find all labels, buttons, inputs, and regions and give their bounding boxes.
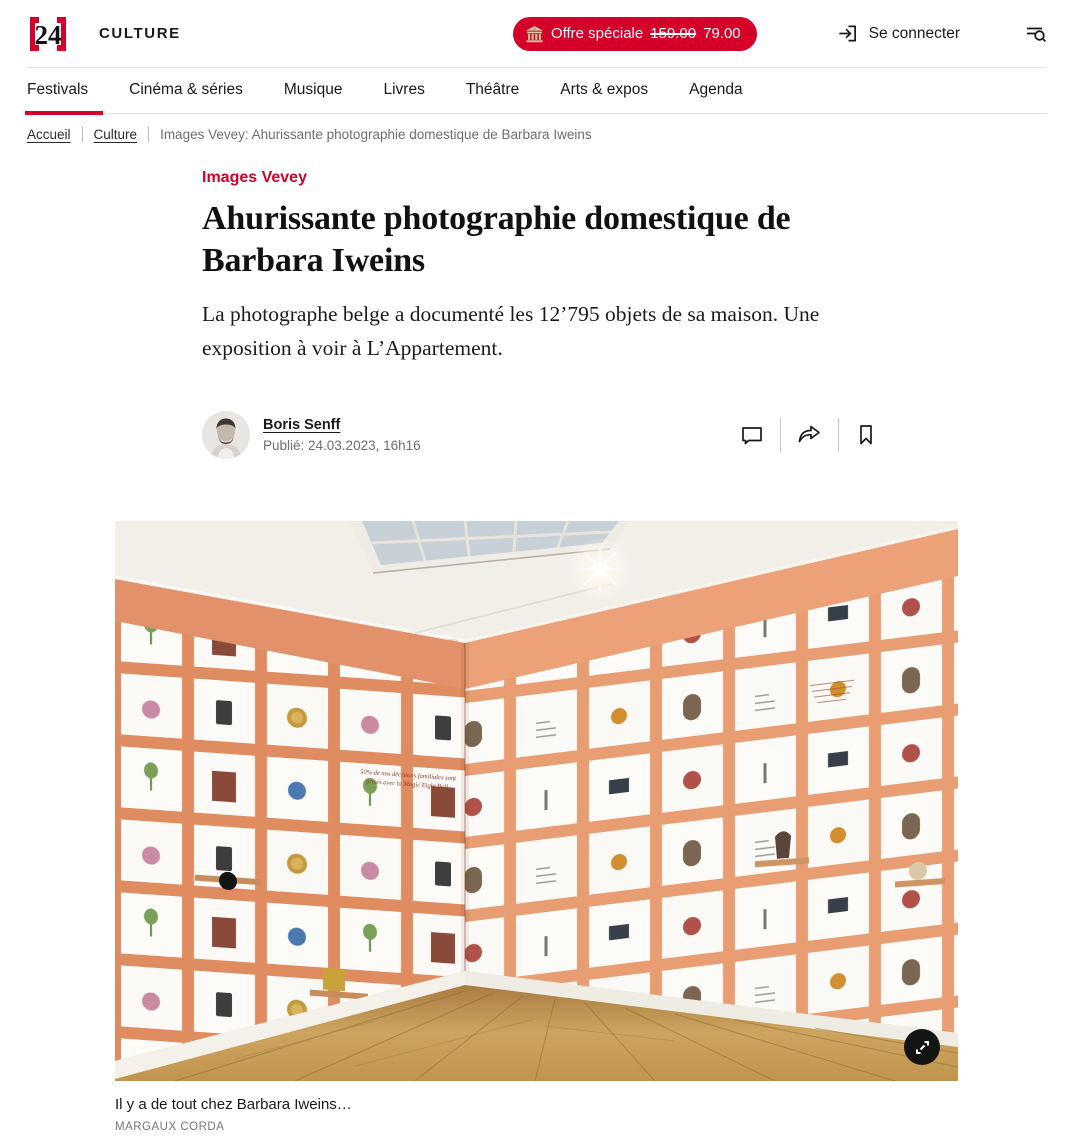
published-date: Publié: 24.03.2023, 16h16 (263, 438, 421, 453)
brand-24-icon (27, 14, 69, 54)
article-title: Ahurissante photographie domestique de Barbara Iweins (202, 200, 791, 279)
login-label: Se connecter (868, 24, 960, 42)
svg-text:24: 24 (34, 19, 62, 50)
article-category-link[interactable]: Images Vevey (202, 169, 307, 186)
article-hero-image[interactable] (115, 521, 958, 1081)
article-actions (739, 418, 878, 452)
gallery-room-illustration (115, 521, 958, 1081)
nav-item-arts-expos[interactable]: Arts & expos (560, 81, 649, 98)
author-portrait (202, 411, 250, 459)
login-button[interactable] (837, 23, 960, 44)
image-caption: Il y a de tout chez Barbara Iweins… (115, 1096, 352, 1113)
exhibit-wall-text: 50% de nos décisions familiales sont prises avec la Magic Eight Ball. (360, 768, 456, 792)
menu-search-icon (1024, 22, 1047, 45)
breadcrumb-current-page: Images Vevey: Ahurissante photographie domestique de Barbara Iweins (160, 127, 592, 142)
expand-icon (913, 1038, 932, 1057)
breadcrumb-accueil[interactable]: Accueil (27, 127, 71, 142)
breadcrumb (27, 127, 1047, 142)
brand-logo[interactable] (27, 14, 69, 54)
author-name-link[interactable]: Boris Senff (263, 417, 341, 433)
top-bar (0, 0, 1077, 67)
offer-old-price: 159.00 (650, 25, 697, 42)
article-lead: La photographe belge a documenté les 12’795 objets de sa maison. Une exposition à voir à L’Appartement. (202, 302, 820, 360)
breadcrumb-culture[interactable]: Culture (93, 127, 138, 142)
hero-figure (115, 521, 958, 1133)
offer-label: Offre spéciale (550, 25, 644, 42)
museum-icon (525, 25, 544, 43)
nav-item-theatre[interactable]: Théâtre (465, 81, 520, 98)
byline-row (202, 411, 878, 459)
nav-item-musique[interactable]: Musique (283, 81, 343, 98)
nav-item-festivals[interactable]: Festivals (27, 81, 89, 98)
section-title[interactable]: CULTURE (99, 25, 181, 42)
actions-divider (780, 418, 781, 452)
login-icon (837, 23, 858, 44)
breadcrumb-divider (148, 127, 149, 142)
article (0, 142, 1077, 1133)
culture-subnav (27, 67, 1047, 114)
share-button[interactable] (796, 422, 823, 448)
author-avatar[interactable] (202, 411, 250, 459)
menu-search-button[interactable] (1024, 22, 1047, 45)
breadcrumb-divider (82, 127, 83, 142)
image-credit: MARGAUX CORDA (115, 1121, 225, 1133)
nav-item-livres[interactable]: Livres (383, 81, 425, 98)
share-icon (796, 422, 823, 448)
bookmark-icon (854, 422, 878, 448)
comments-button[interactable] (739, 422, 765, 448)
bookmark-button[interactable] (854, 422, 878, 448)
actions-divider (838, 418, 839, 452)
nav-item-cinema-series[interactable]: Cinéma & séries (129, 81, 243, 98)
expand-image-button[interactable] (904, 1029, 940, 1065)
offer-new-price: 79.00 (703, 25, 741, 42)
special-offer-button[interactable] (513, 17, 757, 51)
nav-item-agenda[interactable]: Agenda (689, 81, 743, 98)
comment-icon (739, 422, 765, 448)
